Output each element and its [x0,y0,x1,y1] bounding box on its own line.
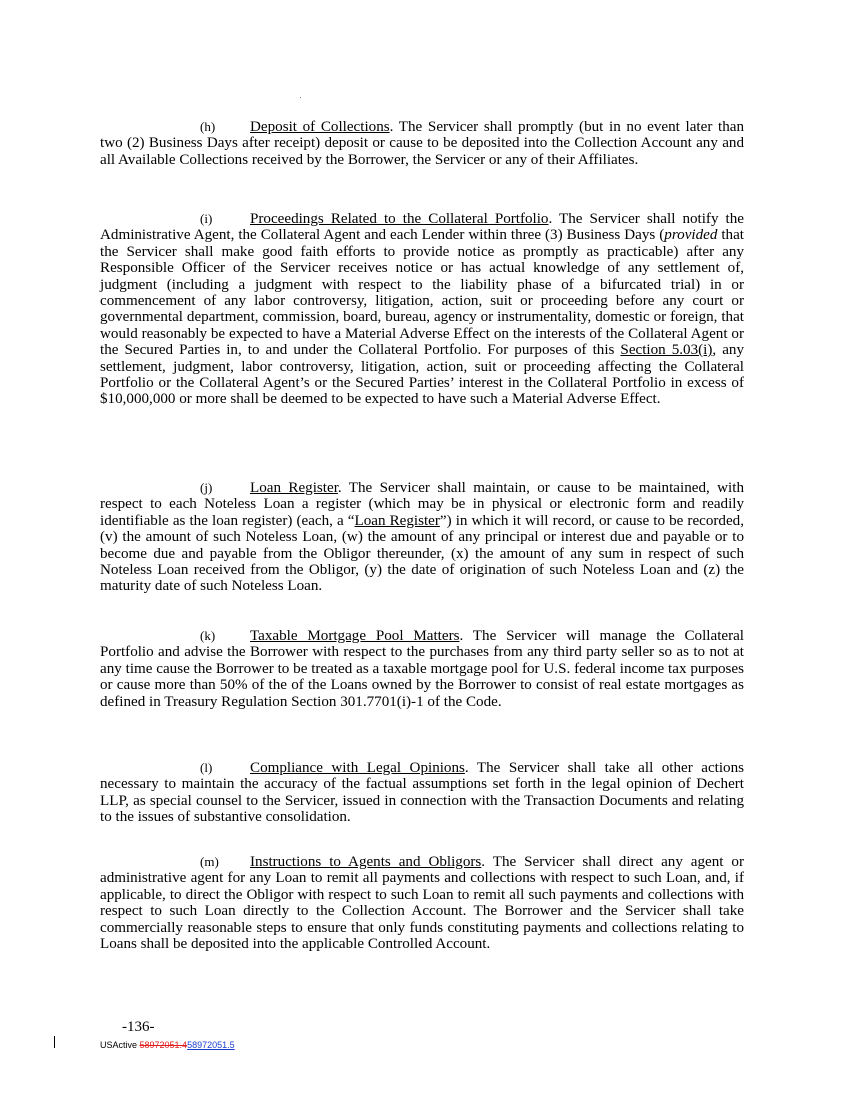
section-text: . The Servicer shall notify the Administrative Agent, the Collateral Agent and each Lender within three (3) Business Days ( [100,211,744,244]
defined-term: Loan Register [354,512,440,529]
section-heading: Taxable Mortgage Pool Matters [250,628,460,644]
footer-prefix: USActive [100,1040,140,1050]
document-footer [100,1037,235,1053]
section-l [100,760,744,826]
italic-text: provided [664,227,718,244]
section-marker: (m) [200,854,219,869]
section-text: . The Servicer shall maintain, or cause to be maintained, with respect to each Noteless Loan a register (which may be in physical or electronic form and readily identifiable as the loan register) (each, a “ [100,480,744,529]
section-h [100,119,744,168]
section-text: . The Servicer will manage the Collateral Portfolio and advise the Borrower with respect to the purchases from any third party seller so as to not at any time cause the Borrower to be treated as a taxable mortgage pool for U.S. federal income tax purposes or cause more than 50% of the of the Loans owned by the Borrower to consist of real estate mortgages as defined in Treasury Regulation Section 301.7701(i)-1 of the Code. [100,628,745,710]
section-text: . The Servicer shall direct any agent or administrative agent for any Loan to remit all payments and collections with respect to such Loan, and, if applicable, to direct the Obligor with respect to such Loan to remit all such payments and collections with respect to such Loan directly to the Collection Account. The Borrower and the Servicer shall take commercially reasonable steps to ensure that only funds constituting payments and collections relating to Loans shall be deposited into the applicable Controlled Account. [100,854,744,953]
section-marker: (k) [200,628,216,643]
section-j [100,480,744,595]
stray-mark [300,97,301,98]
section-text: , any settlement, judgment, labor controversy, litigation, action, suit or proceeding affecting the Collateral Portfolio or the Collateral Agent’s or the Secured Parties’ interest in the Collateral Portfolio in excess of $10,000,000 or more shall be deemed to be expected to have such a Material Adverse Effect. [100,342,744,408]
section-text: . The Servicer shall take all other actions necessary to maintain the accuracy of the factual assumptions set forth in the legal opinion of Dechert LLP, as special counsel to the Servicer, issued in connection with the Transaction Documents and relating to the issues of substantive consolidation. [100,760,744,826]
section-heading: Instructions to Agents and Obligors [250,854,482,870]
section-heading: Deposit of Collections [250,119,390,135]
footer-deleted-docid: 58972051.4 [139,1040,188,1050]
section-marker: (i) [200,211,213,226]
section-marker: (h) [200,119,216,134]
section-marker: (j) [200,480,213,495]
section-marker: (l) [200,760,213,775]
section-m [100,854,744,952]
section-heading: Compliance with Legal Opinions [250,760,465,776]
revision-bar [54,1036,55,1048]
section-i [100,211,744,408]
section-text: ”) in which it will record, or cause to be recorded, (v) the amount of such Noteless Loan, (w) the amount of any principal or interest due and payable or to become due and payable from the Obligor thereunder, (x) the amount of any sum in respect of such Noteless Loan received from the Obligor, (y) the date of origination of such Noteless Loan and (z) the maturity date of such Noteless Loan. [100,512,744,595]
section-text: that the Servicer shall make good faith efforts to provide notice as promptly as practicable) after any Responsible Officer of the Servicer receives notice or has actual knowledge of any settlement of, judgment (including a judgment with respect to the liability phase of a bifurcated trial) in or commencement of any labor controversy, litigation, action, suit or proceeding before any court or governmental department, commission, board, bureau, agency or instrumentality, domestic or foreign, that would reasonably be expected to have a Material Adverse Effect on the interests of the Collateral Agent or the Secured Parties in, to and under the Collateral Portfolio. For purposes of this [100,227,744,359]
page-number: -136- [122,1019,155,1035]
section-k [100,628,744,710]
defined-term: Section 5.03(i) [620,342,713,359]
section-heading: Proceedings Related to the Collateral Portfolio [250,211,549,227]
footer-inserted-docid: 58972051.5 [187,1040,235,1050]
section-text: . The Servicer shall promptly (but in no event later than two (2) Business Days after receipt) deposit or cause to be deposited into the Collection Account any and all Available Collections received by the Borrower, the Servicer or any of their Affiliates. [100,119,744,168]
section-heading: Loan Register [250,480,338,496]
